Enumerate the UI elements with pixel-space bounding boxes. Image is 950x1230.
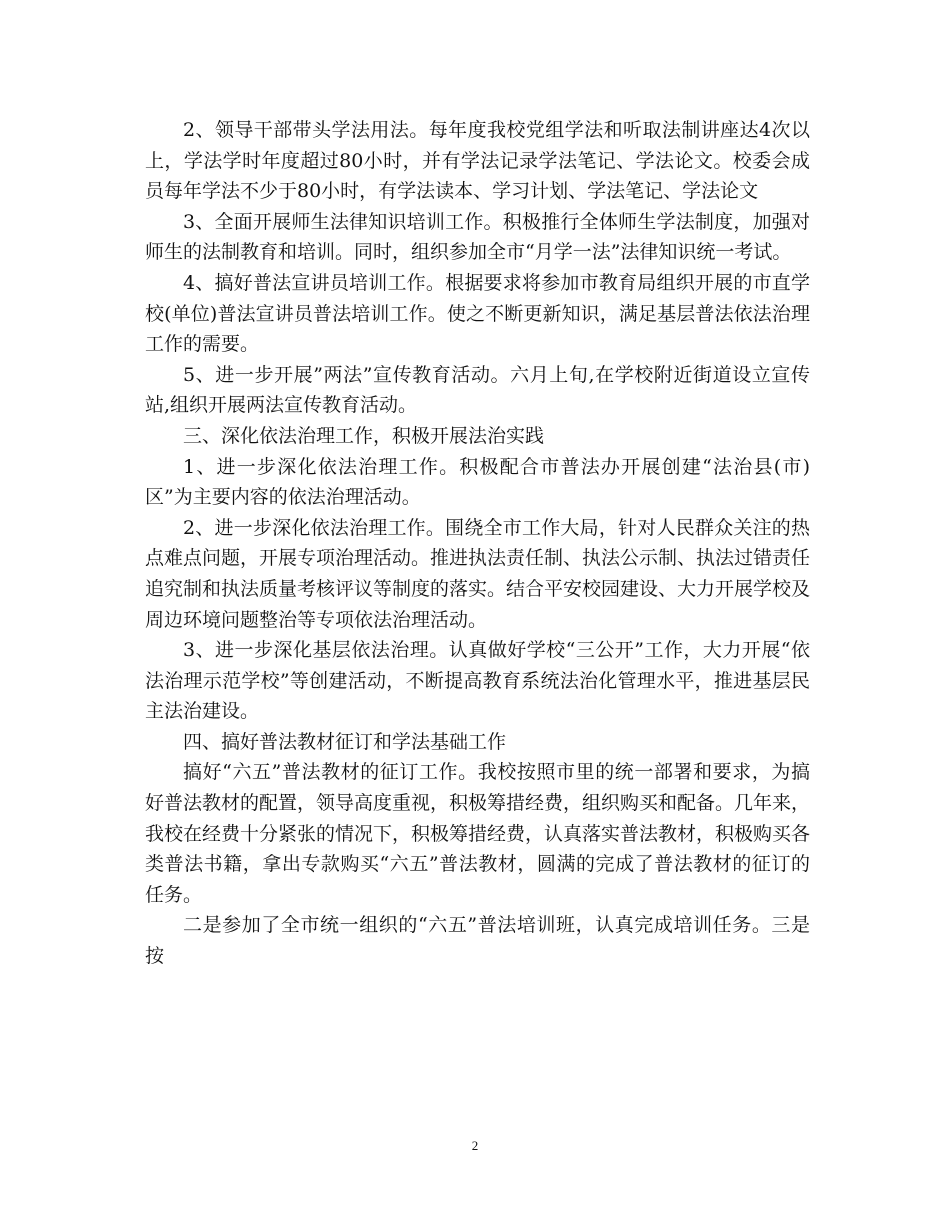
section-heading-3: 三、深化依法治理工作，积极开展法治实践 (183, 424, 545, 447)
paragraph-two-laws-campaign: 5、进一步开展”两法”宣传教育活动。六月上旬,在学校附近街道设立宣传站,组织开展两法宣传教育活动。 (145, 363, 810, 417)
paragraph-teacher-training: 3、全面开展师生法律知识培训工作。积极推行全体师生学法制度，加强对师生的法制教育和培训。同时，组织参加全市“月学一法”法律知识统一考试。 (145, 210, 810, 264)
paragraph-leader-study: 2、领导干部带头学法用法。每年度我校党组学法和听取法制讲座达4次以上，学法学时年度超过80小时，并有学法记录学法笔记、学法论文。校委会成员每年学法不少于80小时，有学法读本、学习计划、学法笔记、学法论文 (145, 119, 810, 203)
page-number: 2 (471, 1138, 479, 1153)
paragraph-training-class: 二是参加了全市统一组织的“六五”普法培训班，认真完成培训任务。三是按 (145, 914, 810, 968)
paragraph-governance-2: 2、进一步深化依法治理工作。围绕全市工作大局，针对人民群众关注的热点难点问题，开展专项治理活动。推进执法责任制、执法公示制、执法过错责任追究制和执法质量考核评议等制度的落实。结合平安校园建设、大力开展学校及周边环境问题整治等专项依法治理活动。 (145, 516, 811, 631)
paragraph-governance-1: 1、进一步深化依法治理工作。积极配合市普法办开展创建“法治县(市)区”为主要内容的依法治理活动。 (145, 455, 810, 509)
section-heading-4: 四、搞好普法教材征订和学法基础工作 (183, 730, 507, 753)
paragraph-textbook-ordering: 搞好“六五”普法教材的征订工作。我校按照市里的统一部署和要求，为搞好普法教材的配置，领导高度重视，积极筹措经费，组织购买和配备。几年来，我校在经费十分紧张的情况下，积极筹措经费，认真落实普法教材，积极购买各类普法书籍，拿出专款购买“六五”普法教材，圆满的完成了普法教材的征订的任务。 (145, 761, 811, 906)
paragraph-lecturer-training: 4、搞好普法宣讲员培训工作。根据要求将参加市教育局组织开展的市直学校(单位)普法宣讲员普法培训工作。使之不断更新知识，满足基层普法依法治理工作的需要。 (145, 271, 810, 356)
document-body (145, 115, 810, 972)
paragraph-governance-3: 3、进一步深化基层依法治理。认真做好学校“三公开”工作，大力开展“依法治理示范学校”等创建活动，不断提高教育系统法治化管理水平，推进基层民主法治建设。 (145, 639, 810, 723)
